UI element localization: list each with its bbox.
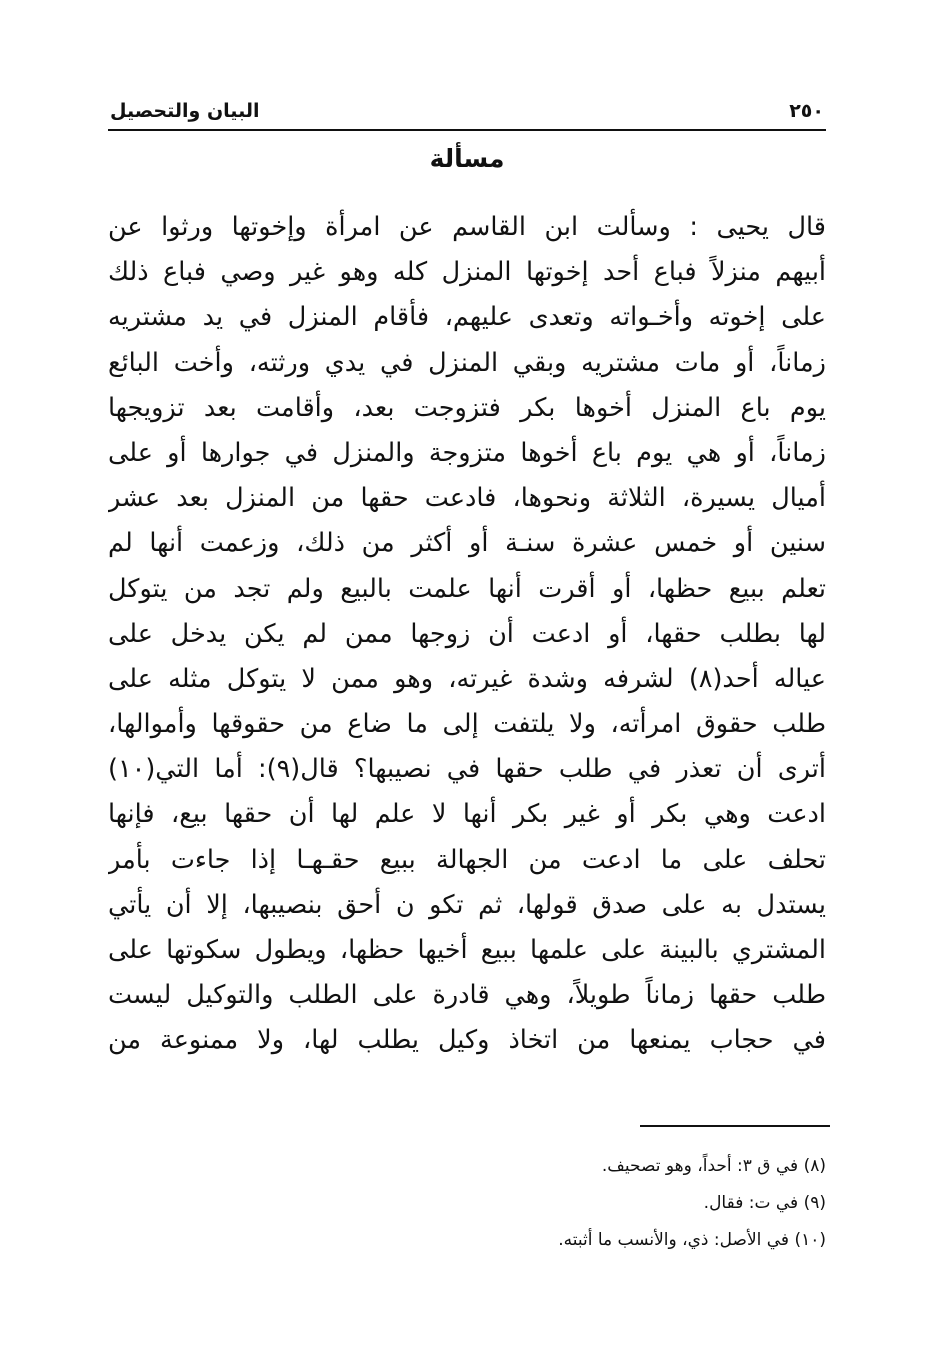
body-line: عياله أحد(٨) لشرفه وشدة غيرته، وهو ممن لا يتوكل مثله على: [108, 663, 826, 694]
body-line: تعلم ببيع حظها، أو أقرت أنها علمت بالبيع ولم تجد من يتوكل: [108, 573, 826, 604]
body-line: يوم باع المنزل أخوها بكر فتزوجت بعد، وأقامت بعد تزويجها: [108, 392, 826, 423]
footnote: (١٠) في الأصل: ذي، والأنسب ما أثبته.: [558, 1230, 826, 1250]
body-line: قال يحيى : وسألت ابن القاسم عن امرأة وإخوتها ورثوا عن: [108, 212, 826, 242]
body-line: في حجاب يمنعها من اتخاذ وكيل يطلب لها، ولا ممنوعة من: [108, 1025, 826, 1056]
body-line: يستدل به على صدق قولها، ثم تكو ن أحق بنصيبها، إلا أن يأتي: [108, 889, 826, 920]
body-line: أميال يسيرة، الثلاثة ونحوها، فادعت حقها من المنزل بعد عشر: [108, 483, 826, 514]
body-line: أترى أن تعذر في طلب حقها في نصيبها؟ قال(٩): أما التي(١٠): [108, 754, 826, 785]
body-line: ادعت وهي بكر أو غير بكر أنها لا علم لها أن حقها بيع، فإنها: [108, 799, 826, 830]
footnote: (٨) في ق ٣: أحداً، وهو تصحيف.: [601, 1156, 826, 1176]
body-text: [108, 205, 826, 1064]
body-line: زماناً، أو مات مشتريه وبقي المنزل في يدي ورثته، وأخت البائع: [108, 347, 826, 378]
footnote-rule: [640, 1125, 830, 1127]
body-line: طلب حقها زماناً طويلاً، وهي قادرة على الطلب والتوكيل ليست: [108, 980, 826, 1011]
body-line: أبيهم منزلاً فباع أحد إخوتها المنزل كله وهو غير وصي فباع ذلك: [108, 257, 826, 288]
header-rule: [108, 129, 826, 131]
body-line: تحلف على ما ادعت من الجهالة ببيع حقـهـا إذا جاءت بأمر: [108, 844, 826, 875]
footnotes: [108, 1148, 826, 1259]
body-line: على إخوته وأخـواته وتعدى عليهم، فأقام المنزل في يد مشتريه: [108, 302, 826, 333]
book-title: البيان والتحصيل: [110, 100, 260, 122]
body-line: المشتري بالبينة على علمها ببيع أخيها حظها، ويطول سكوتها على: [108, 935, 826, 965]
body-line: زماناً، أو هي يوم باع أخوها متزوجة والمنزل في جوارها أو على: [108, 437, 826, 468]
body-line: طلب حقوق امرأته، ولا يلتفت إلى ما ضاع من حقوقها وأموالها،: [108, 709, 826, 740]
running-header: [108, 100, 826, 130]
section-title: مسألة: [429, 144, 505, 173]
footnote: (٩) في ت: فقال.: [703, 1193, 826, 1213]
page-number: ٢٥٠: [789, 100, 824, 122]
body-line: سنين أو خمس عشرة سنـة أو أكثر من ذلك، وزعمت أنها لم: [108, 528, 826, 559]
body-line: لها بطلب حقها، أو ادعت أن زوجها ممن لم يكن يدخل على: [108, 618, 826, 649]
